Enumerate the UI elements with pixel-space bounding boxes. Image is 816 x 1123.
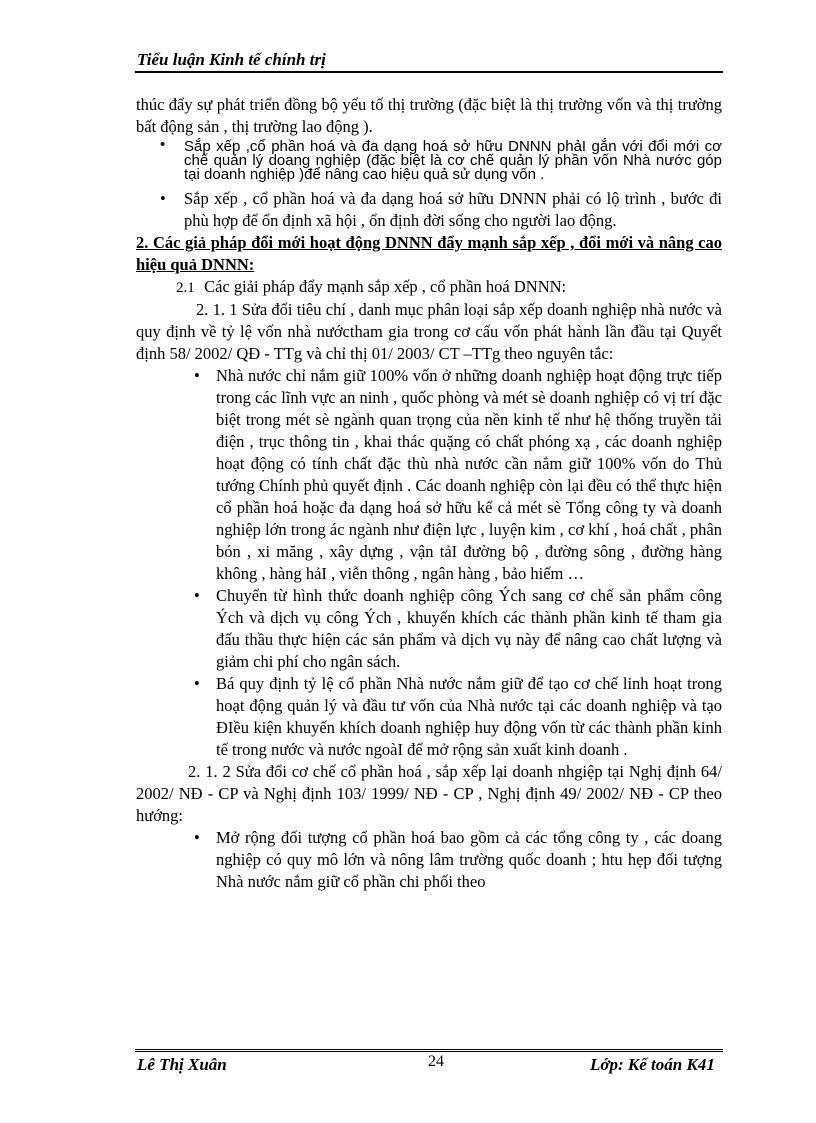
list-item: • Sắp xếp , cổ phần hoá và đa dạng hoá sở hữu DNNN phải có lộ trình , bước đi phù hợp để ổn định xã hội , ổn định đời sống cho người lao động. xyxy=(160,189,722,230)
bullet-list-1 xyxy=(136,138,722,232)
paragraph-2-1-2: 2. 1. 2 Sửa đổi cơ chế cổ phần hoá , sắp xếp lại doanh nhgiệp tại Nghị định 64/ 2002/ NĐ - CP và Nghị định 103/ 1999/ NĐ - CP , Nghị định 49/ 2002/ NĐ - CP theo hướng: xyxy=(136,762,722,825)
document-body xyxy=(136,94,722,893)
bullet-icon: • xyxy=(160,136,166,153)
footer-author: Lê Thị Xuân xyxy=(137,1055,227,1074)
paragraph-2-1-1: 2. 1. 1 Sửa đổi tiêu chí , danh mục phân loại sắp xếp doanh nghiệp nhà nước và quy định về tỷ lệ vốn nhà nướctham gia trong cơ cấu vốn phát hành lần đầu tại Quyết định 58/ 2002/ QĐ - TTg và chỉ thị 01/ 2003/ CT –TTg theo nguyên tắc: xyxy=(136,300,722,363)
section-heading: 2. Các giả pháp đổi mới hoạt động DNNN đẩy mạnh sắp xếp , đổi mới và nâng cao hiệu quả DNNN: xyxy=(136,233,722,274)
bullet-list-3 xyxy=(188,827,722,893)
bullet-icon: • xyxy=(194,586,200,605)
subsection-number: 2.1 xyxy=(176,280,195,296)
bullet-icon: • xyxy=(194,674,200,693)
list-item: • Nhà nước chỉ nắm giữ 100% vốn ở những doanh nghiệp hoạt động trực tiếp trong các lĩnh vực an ninh , quốc phòng và mét sè doanh nghiệp có vị trí đặc biệt trong mét sè ngành quan trọng của nền kinh tế như hệ thống truyền tải điện , trục thông tin , khai thác quặng có chất phóng xạ , các doanh nghiệp hoạt động có tính chất đặc thù nhà nước cần nắm giữ 100% vốn do Thủ tướng Chính phủ quyết định . Các doanh nghiệp còn lại đều có thể thực hiện cổ phần hoá hoặc đa dạng hoá sở hữu kể cả mét sè Tổng công ty và doanh nghiệp lớn trong ác ngành như điện lực , luyện kim , cơ khí , hoá chất , phân bón , xi măng , xây dựng , vận tảI đường bộ , đường sông , đường hàng không , hàng hảI , viễn thông , ngân hàng , bảo hiểm … xyxy=(194,366,722,583)
bullet-icon: • xyxy=(160,189,166,208)
list-item: • Sắp xếp ,cổ phần hoá và đa dạng hoá sở hữu DNNN phảI gắn với đổi mới cơ chế quản lý doang nghiệp (đặc biệt là cơ chế quản lý phần vốn Nhà nước góp tại doanh nghiệp )để nâng cao hiệu quả sử dụng vốn . xyxy=(160,136,722,183)
bullet-icon: • xyxy=(194,366,200,385)
bullet-icon: • xyxy=(194,828,200,847)
footer-class: Lớp: Kế toán K41 xyxy=(590,1055,715,1074)
footer-divider xyxy=(135,1049,723,1052)
list-item: • Mở rộng đối tượng cổ phần hoá bao gồm cả các tổng công ty , các doang nghiệp có quy mô lớn và nông lâm trường quốc doanh ; htu hẹp đối tượng Nhà nước nắm giữ cổ phần chi phối theo xyxy=(194,828,722,891)
bullet-list-2 xyxy=(188,365,722,761)
list-item: • Chuyển từ hình thức doanh nghiệp công Ých sang cơ chế sản phẩm công Ých và dịch vụ công Ých , khuyến khích các thành phần kinh tế tham gia đấu thầu thực hiện các sản phẩm và dịch vụ này để nâng cao chất lượng và giảm chi phí cho ngân sách. xyxy=(194,586,722,671)
page-number: 24 xyxy=(428,1053,444,1070)
list-item: • Bá quy định tỷ lệ cổ phần Nhà nước nắm giữ để tạo cơ chế linh hoạt trong hoạt động quản lý và đầu tư vốn của Nhà nước tại các doanh nghiệp và tạo ĐIều kiện khuyến khích doanh nghiệp huy động vốn từ các thành phần kinh tế trong nước và nước ngoàI để mở rộng sản xuất kinh doanh . xyxy=(194,674,722,759)
subsection-title: 2.1 Các giải pháp đẩy mạnh sắp xếp , cổ phần hoá DNNN: xyxy=(136,276,722,299)
header-divider xyxy=(135,71,723,73)
page-header-title: Tiểu luận Kinh tế chính trị xyxy=(137,50,326,69)
intro-paragraph: thúc đẩy sự phát triển đồng bộ yếu tố thị trường (đặc biệt là thị trường vốn và thị trường bất động sản , thị trường lao động ). xyxy=(136,95,722,136)
